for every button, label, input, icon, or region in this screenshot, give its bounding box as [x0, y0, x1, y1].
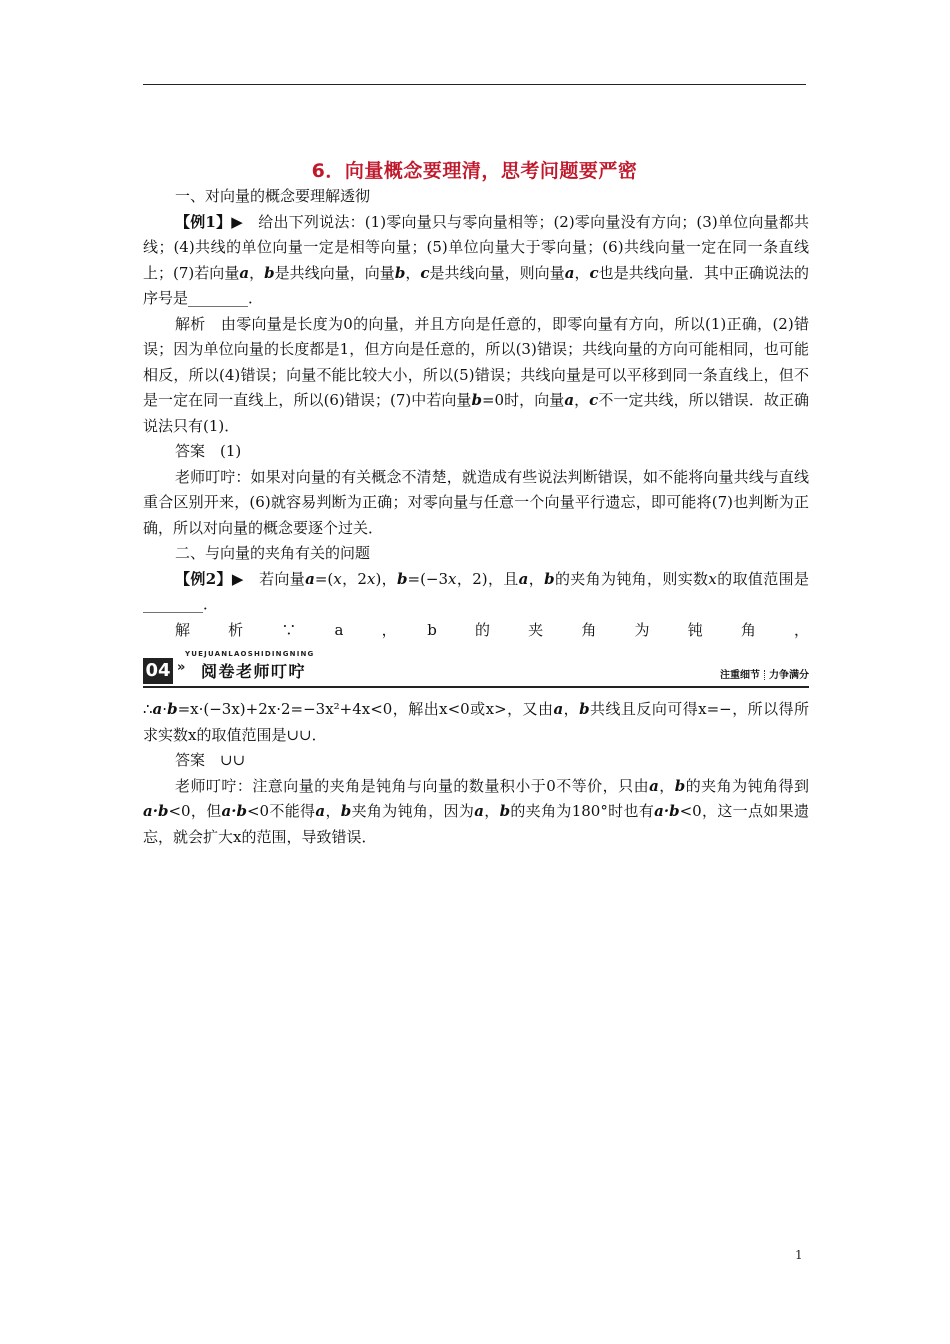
banner-rule	[143, 686, 809, 688]
example-label: 【例2】▶	[175, 569, 244, 588]
example-1-question: 【例1】▶ 给出下列说法：(1)零向量只与零向量相等；(2)零向量没有方向；(3)单位向量都共线；(4)共线的单位向量一定是相等向量；(5)单位向量大于零向量；(6)共线向量一定在同一条直线上；(7)若向量a，b是共线向量，向量b，c是共线向量，则向量a，c也是共线向量．其中正确说法的序号是________．	[143, 212, 809, 307]
example-1-solution: 解析 由零向量是长度为0的向量，并且方向是任意的，即零向量有方向，所以(1)正确，(2)错误；因为单位向量的长度都是1，但方向是任意的，所以(3)错误；共线向量的方向可能相同，也可能相反，所以(4)错误；向量不能比较大小，所以(5)错误；共线向量是可以平移到同一条直线上，但不是一定在同一直线上，所以(6)错误；(7)中若向量b=0时，向量a，c不一定共线，所以错误．故正确说法只有(1)．	[143, 314, 809, 435]
header-rule	[143, 84, 806, 85]
section-2-continued	[143, 697, 809, 850]
example-1-answer: 答案 (1)	[175, 442, 242, 460]
page-title: 6．向量概念要理清，思考问题要严密	[311, 160, 638, 182]
example-1-teacher-note: 老师叮咛：如果对向量的有关概念不清楚，就造成有些说法判断错误，如不能将向量共线与直线重合区别开来，(6)就容易判断为正确；对零向量与任意一个向量平行遗忘，即可能将(7)也判断为正确，所以对向量的概念要逐个过关．	[143, 467, 809, 537]
example-label: 【例1】▶	[175, 212, 244, 231]
example-2-question: 【例2】▶ 若向量a=(x，2x)，b=(−3x，2)，且a，b的夹角为钝角，则实数x的取值范围是________．	[143, 569, 809, 613]
banner-tagline: 注重细节 力争满分	[720, 670, 809, 681]
solution-label: 解析	[175, 314, 206, 333]
banner-title: 阅卷老师叮咛	[201, 662, 307, 681]
section-heading: 一、对向量的概念要理解透彻	[175, 187, 371, 205]
tag-divider	[764, 670, 765, 680]
section-1	[143, 184, 809, 643]
section-heading: 二、与向量的夹角有关的问题	[175, 544, 371, 562]
example-2-teacher-note: 老师叮咛：注意向量的夹角是钝角与向量的数量积小于0不等价，只由a，b的夹角为钝角得到a·b<0，但a·b<0不能得a，b夹角为钝角，因为a，b的夹角为180°时也有a·b<0，这一点如果遗忘，就会扩大x的范围，导致错误．	[143, 776, 809, 846]
banner-pinyin: YUEJUANLAOSHIDINGNING	[185, 650, 315, 658]
banner-number: 04	[143, 658, 173, 684]
example-2-solution-continued: ∴a·b=x·(−3x)+2x·2=−3x²+4x<0，解出x<0或x>，又由a，b共线且反向可得x=−，所以得所求实数x的取值范围是∪∪．	[143, 700, 809, 744]
double-chevron-icon: »	[177, 660, 186, 675]
page-number: 1	[795, 1248, 803, 1262]
teacher-tips-banner	[143, 648, 809, 690]
example-2-answer: 答案 ∪∪	[175, 751, 246, 769]
example-2-solution-start: 解 析 ∵ a ， b 的 夹 角 为 钝 角 ，	[175, 620, 809, 639]
